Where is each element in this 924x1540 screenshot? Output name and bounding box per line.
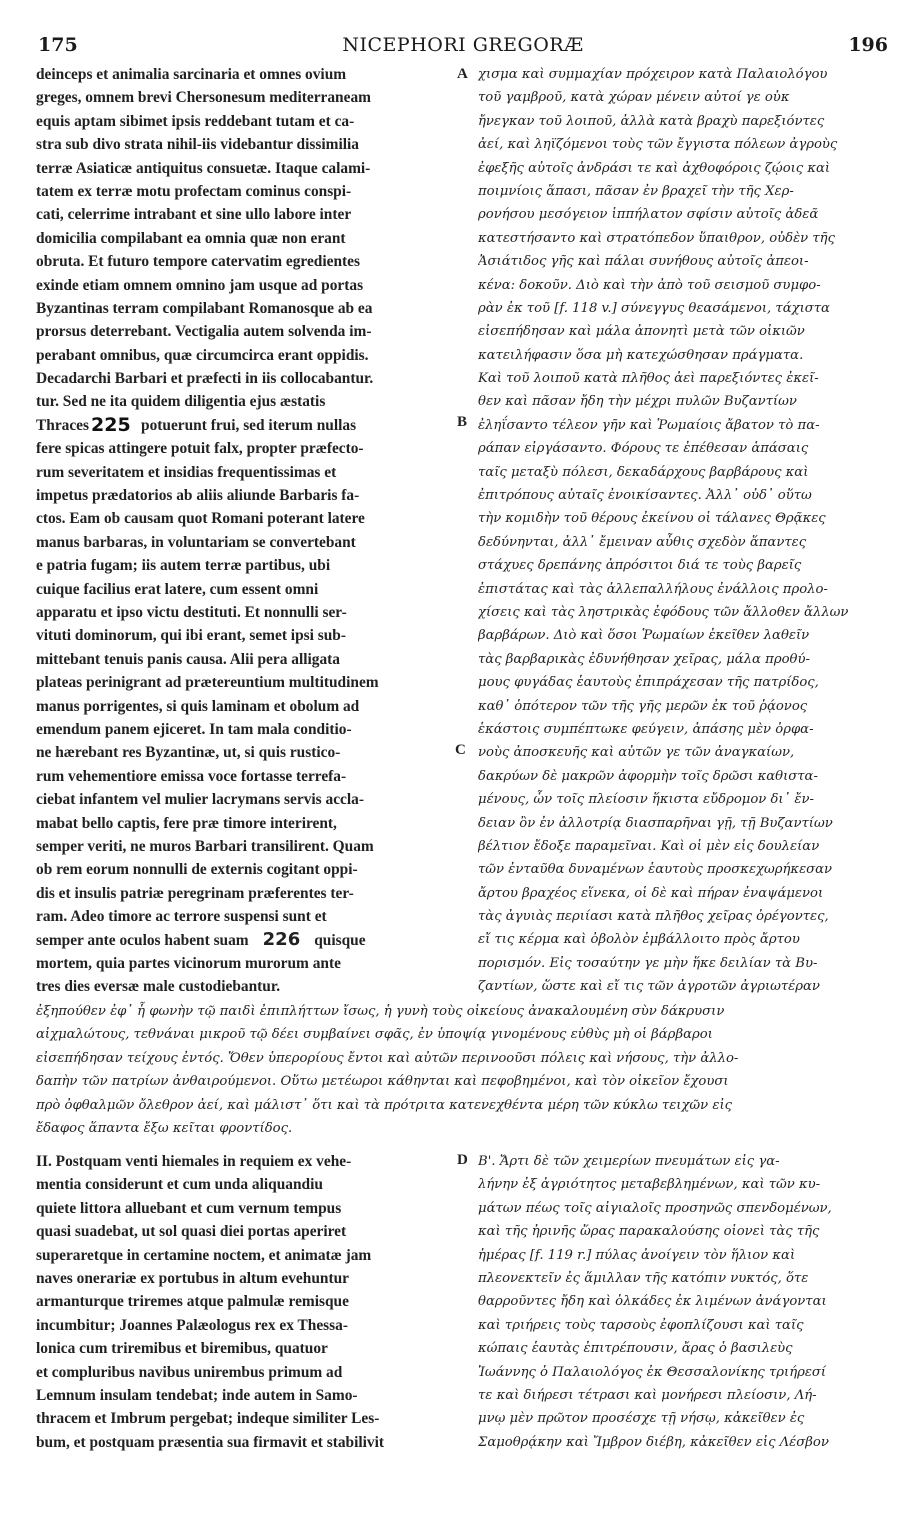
greek-fullwidth-line: ἔδαφος ἅπαντα ἔξω κεῖται φροντίδος.	[36, 1120, 293, 1136]
latin-line: emendum panem ejiceret. In tam mala conditio-	[36, 720, 352, 738]
greek-line: τε καὶ διήρεσι τέτρασι καὶ μονήρεσι πλείοσιν, Λή-	[478, 1387, 817, 1403]
latin-line: thracem et Imbrum pergebat; indeque similiter Les-	[36, 1410, 380, 1428]
latin-line: mittebant tenuis panis causa. Alii pera alligata	[36, 650, 340, 668]
greek-line: ζαντίων, ὥστε καὶ εἴ τις τῶν ἀγροτῶν ἀγριωτέραν	[478, 979, 820, 995]
greek-line: μένους, ὧν τοῖς πλείοσιν ἥκιστα εὔδρομον δι᾽ ἔν-	[478, 792, 814, 808]
latin-line: Lemnum insulam tendebat; inde autem in Samo-	[36, 1386, 358, 1404]
latin-line: bum, et postquam præsentia sua firmavit et stabilivit	[36, 1433, 385, 1451]
greek-line: τοῦ γαμβροῦ, κατὰ χώραν μένειν αὐτοί γε οὐκ	[478, 90, 790, 106]
greek-line: Καὶ τοῦ λοιποῦ κατὰ πλῆθος ἀεὶ παρεξιόντες ἐκεῖ-	[478, 371, 819, 387]
greek-line: Σαμοθρᾴκην καὶ Ἴμβρον διέβη, κἀκεῖθεν εἰς Λέσβον	[478, 1434, 829, 1450]
greek-fullwidth-line: εἰσεπήδησαν τείχους ἐντός. Ὅθεν ὑπερορίους ἔντοι καὶ αὐτῶν περινοοῦσι πόλεις καὶ νήσους, τὴν ἀλλο-	[36, 1050, 739, 1066]
latin-line: mabat bello captis, fere præ timore interirent,	[36, 814, 337, 832]
latin-line: armanturque triremes atque palmulæ remisque	[36, 1293, 349, 1311]
latin-line: cati, celerrime intrabant et sine ullo labore inter	[36, 206, 352, 224]
greek-line: δεδύνηνται, ἀλλ᾽ ἔμειναν αὖθις σχεδὸν ἅπαντες	[478, 534, 807, 550]
right-page-number: 196	[848, 34, 888, 56]
greek-line: πορισμόν. Εἰς τοσαύτην γε μὴν ἥκε δειλίαν τὰ Βυ-	[478, 955, 818, 971]
greek-line: ἐπιστάτας καὶ τὰς ἀλλεπαλλήλους ἐνάλλοις προλο-	[478, 581, 828, 597]
latin-line-head: Thraces	[36, 416, 90, 434]
latin-line: exinde etiam omnem omnino jam usque ad portas	[36, 276, 364, 294]
greek-line: λήνην ἐξ ἀγριότητος μεταβεβλημένων, καὶ τῶν κυ-	[478, 1177, 821, 1193]
greek-line: ρονήσου μεσόγειον ἱππήλατον σφίσιν αὐτοῖς ἀδεᾶ	[478, 207, 819, 223]
greek-line: ἐληΐσαντο τέλεον γῆν καὶ Ῥωμαίοις ἄβατον τὸ πα-	[478, 417, 820, 433]
latin-line: deinceps et animalia sarcinaria et omnes ovium	[36, 66, 347, 83]
latin-line: tur. Sed ne ita quidem diligentia ejus æstatis	[36, 393, 326, 411]
greek-line: δακρύων δὲ μακρῶν ἀφορμὴν τοῖς δρῶσι καθιστα-	[478, 768, 818, 784]
greek-line: κατεστήσαντο καὶ στρατόπεδον ὕπαιθρον, οὐδὲν τῆς	[478, 230, 835, 246]
greek-fullwidth-line: αἰχμαλώτους, τεθνάναι μικροῦ τῷ δέει συμβαίνει σφᾶς, ἐν ὑποψίᾳ γινομένους εὐθὺς μὴ οἱ βάρβαροι	[36, 1027, 713, 1043]
latin-line: e patria fugam; iis autem terræ partibus, ubi	[36, 557, 331, 575]
latin-line: ctos. Eam ob causam quot Romani poterant latere	[36, 510, 365, 528]
greek-line: κένα: δοκοῦν. Διὸ καὶ τὴν ἀπὸ τοῦ σεισμοῦ συμφο-	[478, 277, 821, 293]
inline-page-number-226: 226	[262, 929, 301, 951]
margin-marker-d: D	[457, 1152, 468, 1168]
greek-line: ράπαν εἰργάσαντο. Φόρους τε ἐπέθεσαν ἁπάσαις	[478, 441, 809, 457]
latin-line: tatem ex terræ motu profectam cominus conspi-	[36, 182, 352, 200]
greek-line: ἡμέρας [f. 119 r.] πύλας ἀνοίγειν τὸν ἥλιον καὶ	[478, 1247, 796, 1263]
greek-line: Ἰωάννης ὁ Παλαιολόγος ἐκ Θεσσαλονίκης τριήρεσί	[478, 1364, 827, 1380]
latin-line: ob rem eorum nonnulli de externis cogitant oppi-	[36, 861, 358, 879]
latin-line: fere spicas attingere potuit falx, propter præfecto-	[36, 440, 364, 458]
latin-line: quiete littora alluebant et cum vernum tempus	[36, 1199, 342, 1217]
latin-line: manus barbaras, in voluntariam se convertebant	[36, 533, 356, 551]
greek-line: μάτων πέως τοῖς αἰγιαλοῖς προσηνῶς σπενδομένων,	[478, 1200, 832, 1216]
greek-line: ἄρτου βραχέος εἵνεκα, οἱ δὲ καὶ πήραν ἐναψάμενοι	[478, 885, 824, 901]
greek-line: ρὰν ἐκ τοῦ [f. 118 v.] σύνεγγυς θεασάμενοι, τάχιστα	[478, 300, 830, 316]
latin-line: ne hærebant res Byzantinæ, ut, si quis rustico-	[36, 744, 341, 762]
latin-line: cuique facilius erat latere, cum essent omni	[36, 580, 319, 598]
greek-line: θεν καὶ πᾶσαν ἤδη τὴν μέχρι πυλῶν Βυζαντίων	[478, 394, 797, 410]
latin-line: greges, omnem brevi Chersonesum mediterraneam	[36, 89, 371, 107]
latin-line: dis et insulis patriæ peregrinam præferentes ter-	[36, 884, 354, 902]
greek-line: μνῳ μὲν πρῶτον προσέσχε τῇ νήσῳ, κἀκεῖθεν ἐς	[478, 1411, 805, 1427]
latin-line: tres dies eversæ male custodiebantur.	[36, 978, 281, 996]
greek-line: ταῖς μεταξὺ πόλεσι, δεκαδάρχους βαρβάρους καὶ	[478, 464, 809, 480]
greek-line: τῶν ἐνταῦθα δυναμένων ἑαυτοὺς προσκεχωρήκεσαν	[478, 862, 833, 878]
greek-line: μους φυγάδας ἑαυτοὺς ἐπιπράχεσαν τῆς πατρίδος,	[478, 675, 819, 691]
latin-column-top	[36, 63, 454, 999]
latin-line: incumbitur; Joannes Palæologus rex ex Thessa-	[36, 1316, 348, 1334]
latin-line: vituti dominorum, qui ibi erant, semet ipsi sub-	[36, 627, 346, 645]
latin-line: manus porrigentes, si quis laminam et obolum ad	[36, 697, 360, 715]
greek-line: στάχυες δρεπάνης ἀπρόσιτοι διά τε τοὺς βαρεῖς	[478, 558, 802, 574]
greek-line: εἴ τις κέρμα καὶ ὀβολὸν ἐμβάλλοιτο πρὸς ἄρτου	[478, 932, 800, 948]
greek-line: τὰς ἀγυιὰς περιίασι κατὰ πλῆθος χεῖρας ὀρέγοντες,	[478, 909, 829, 925]
greek-fullwidth-block	[36, 1000, 888, 1140]
latin-line: ram. Adeo timore ac terrore suspensi sunt et	[36, 908, 327, 926]
latin-line: plateas perinigrant ad prætereuntium multitudinem	[36, 674, 379, 692]
greek-line: ἐφεξῆς αὐτοῖς ἀνδράσι τε καὶ ἀχθοφόροις ζῴοις καὶ	[478, 160, 831, 176]
latin-line: et compluribus navibus unirembus primum ad	[36, 1363, 343, 1381]
greek-line: χίσεις καὶ τὰς ληστρικὰς ἐφόδους τῶν ἄλλοθεν ἄλλων	[478, 604, 849, 620]
latin-line: semper veriti, ne muros Barbari transilirent. Quam	[36, 837, 374, 855]
latin-column-bottom	[36, 1150, 454, 1535]
greek-fullwidth-line: πρὸ ὀφθαλμῶν ὄλεθρον ἀεί, καὶ μάλιστ᾽ ὅτι καὶ τὰ πρότριτα κατενεχθέντα μέρη τῶν κύκλω τειχῶν εἰς	[36, 1097, 733, 1113]
greek-fullwidth-line: δαπὴν τῶν πατρίων ἀνθαιρούμενοι. Οὕτω μετέωροι κάθηνται καὶ πεφοβημένοι, καὶ τὸν οἰκεῖον ἔχουσι	[36, 1074, 729, 1090]
latin-line: domicilia compilabant ea omnia quæ non erant	[36, 229, 346, 247]
latin-line: Byzantinas terram compilabant Romanosque ab ea	[36, 299, 373, 317]
margin-marker-b: B	[457, 414, 468, 430]
greek-line: ἑκάστοις συμπέπτωκε φεύγειν, ἁπάσης μὲν ὀρφα-	[478, 721, 814, 737]
greek-line: ἐπιτρόπους αὐταῖς ἐνοικίσαντες. Ἀλλ᾽ οὐδ᾽ οὕτω	[478, 488, 812, 504]
greek-line: θαρροῦντες ἤδη καὶ ὁλκάδες ἐκ λιμένων ἀνάγονται	[478, 1294, 827, 1310]
latin-line: lonica cum triremibus et biremibus, quatuor	[36, 1340, 328, 1358]
greek-line: εἰσεπήδησαν καὶ μάλα ἀπονητὶ μετὰ τῶν οἰκιῶν	[478, 324, 805, 340]
greek-line: ποιμνίοις ἅπασι, πᾶσαν ἐν βραχεῖ τὴν τῆς Χερ-	[478, 183, 794, 199]
greek-line: Β'. Ἄρτι δὲ τῶν χειμερίων πνευμάτων εἰς γα-	[478, 1154, 780, 1169]
greek-line: κατειλήφασιν ὅσα μὴ κατεχώσθησαν πράγματα.	[478, 347, 804, 363]
greek-line: ἤνεγκαν τοῦ λοιποῦ, ἀλλὰ κατὰ βραχὺ παρεξιόντες	[478, 113, 825, 129]
latin-line: obruta. Et futuro tempore catervatim egredientes	[36, 253, 360, 271]
latin-line-head: semper ante oculos habent suam	[36, 932, 249, 950]
latin-line: perabant omnibus, quæ circumcirca erant oppidis.	[36, 346, 369, 364]
latin-line: impetus prædatorios ab aliis aliunde Barbaris fa-	[36, 487, 360, 505]
latin-line-tail: quisque	[314, 932, 366, 950]
greek-line: καὶ τριήρεις τοὺς ταρσοὺς ἐφοπλίζουσι καὶ ταῖς	[478, 1317, 804, 1333]
greek-line: κώπαις ἑαυτὰς ἐπιτρέπουσιν, ἄρας ὁ βασιλεὺς	[478, 1341, 793, 1357]
running-header	[38, 34, 888, 60]
greek-fullwidth-line: ἐξηπούθεν ἐφ᾽ ἧ φωνὴν τῷ παιδὶ ἐπιπλήττων ἴσως, ἡ γυνὴ τοὺς οἰκείους ἀνακαλουμένη σὺν δάκρυσιν	[36, 1004, 725, 1019]
latin-line: rum severitatem et insidias frequentissimas et	[36, 463, 337, 481]
inline-page-number-225: 225	[91, 414, 131, 436]
greek-line: βαρβάρων. Διὸ καὶ ὅσοι Ῥωμαίων ἐκεῖθεν λαθεῖν	[478, 628, 810, 644]
latin-line: prorsus deterrebant. Vectigalia autem solvenda im-	[36, 323, 372, 341]
latin-line: ciebat infantem vel mulier lacrymans servis accla-	[36, 791, 364, 809]
greek-line: καὶ τῆς ἠρινῆς ὥρας παρακαλούσης οἱονεὶ τὰς τῆς	[478, 1224, 820, 1240]
greek-line: καθ᾽ ὁπότερον τῶν τῆς γῆς μερῶν ἐκ τοῦ ῥᾴονος	[478, 698, 808, 714]
latin-line: rum vehementiore emissa voce fortasse terrefa-	[36, 767, 347, 785]
latin-line: equis aptam sibimet ipsis reddebant tutam et ca-	[36, 112, 355, 130]
running-title: NICEPHORI GREGORÆ	[342, 34, 584, 56]
latin-line: naves onerariæ ex portubus in altum evehuntur	[36, 1269, 349, 1287]
latin-line: quasi suadebat, ut sol quasi diei portas aperiret	[36, 1223, 347, 1241]
greek-line: ἀεί, καὶ ληϊζόμενοι τοὺς τῶν ἔγγιστα πόλεων ἀγροὺς	[478, 137, 838, 153]
latin-line: superaretque in certamine noctem, et animatæ jam	[36, 1246, 372, 1264]
latin-line: mentia considerunt et cum unda aliquandiu	[36, 1176, 323, 1194]
greek-line: πλεονεκτεῖν ἐς ἅμιλλαν τῆς κατόπιν νυκτός, ὅτε	[478, 1270, 809, 1286]
latin-line: apparatu et ipso victu destituti. Et nonnulli ser-	[36, 603, 347, 621]
latin-line-tail: potuerunt frui, sed iterum nullas	[141, 416, 357, 434]
margin-marker-a: A	[457, 66, 468, 82]
margin-marker-c: C	[455, 741, 466, 758]
latin-line: Decadarchi Barbari et præfecti in iis collocabantur.	[36, 370, 374, 388]
greek-column-bottom	[478, 1150, 888, 1535]
greek-line: τὴν κομιδὴν τοῦ θέρους ἐκείνου οἱ τάλανες Θρᾷκες	[478, 511, 826, 527]
greek-line: βέλτιον ἔδοξε παραμεῖναι. Καὶ οἱ μὲν εἰς δουλείαν	[478, 838, 820, 854]
greek-line: τὰς βαρβαρικὰς ἐδυνήθησαν χεῖρας, μάλα προθύ-	[478, 651, 810, 667]
greek-column-top	[478, 63, 888, 999]
greek-line: νοὺς ἀποσκευῆς καὶ αὐτῶν γε τῶν ἀναγκαίων,	[478, 745, 795, 761]
latin-line	[36, 928, 454, 951]
latin-line: stra sub divo strata nihil-iis videbantur dissimilia	[36, 136, 359, 154]
greek-line: Ἀσιάτιδος γῆς καὶ πάλαι συνήθους αὐτοῖς ἀπεοι-	[478, 254, 809, 270]
latin-line: terræ Asiaticæ antiquitus consuetæ. Itaque calami-	[36, 159, 371, 177]
latin-line: mortem, quia partes vicinorum murorum ante	[36, 954, 341, 972]
latin-line: II. Postquam venti hiemales in requiem ex vehe-	[36, 1153, 352, 1170]
greek-line: χισμα καὶ συμμαχίαν πρόχειρον κατὰ Παλαιολόγου	[478, 67, 828, 82]
left-page-number: 175	[38, 34, 78, 56]
greek-line: δειαν ὂν ἐν ἀλλοτρίᾳ διασπαρῆναι γῇ, τῇ Βυζαντίων	[478, 815, 833, 831]
